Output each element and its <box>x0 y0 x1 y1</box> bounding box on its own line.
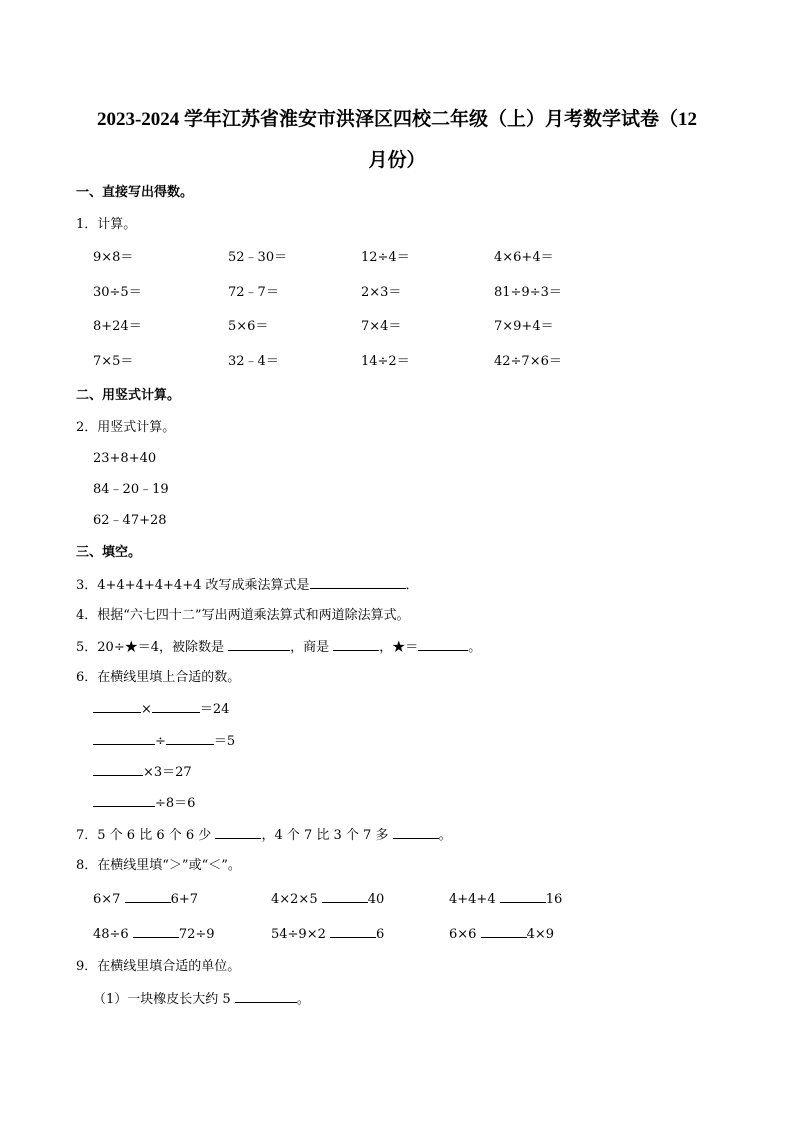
answer-blank[interactable] <box>228 638 290 651</box>
equation-end: ＝5 <box>213 734 236 749</box>
calc-item: 5×6＝ <box>228 319 269 334</box>
answer-blank[interactable] <box>125 890 171 903</box>
compare-left: 6×6 <box>449 927 477 942</box>
answer-blank[interactable] <box>133 925 179 938</box>
fill-equation <box>93 732 235 751</box>
calc-item: 12÷4＝ <box>361 250 410 265</box>
question-5 <box>76 638 481 657</box>
compare-item <box>449 925 554 944</box>
compare-item <box>93 925 215 944</box>
question-9-part-1 <box>93 990 310 1009</box>
compare-left: 6×7 <box>93 892 121 907</box>
calc-item: 42÷7×6＝ <box>494 354 562 369</box>
question-7-text: 7．5 个 6 比 6 个 6 少 <box>76 828 212 843</box>
vertical-calc-item: 23+8+40 <box>93 451 157 466</box>
answer-blank[interactable] <box>310 576 406 589</box>
compare-left: 4×2×5 <box>271 892 318 907</box>
equation-end: ÷8＝6 <box>155 796 196 811</box>
question-5-text: 5．20÷★＝4，被除数是 <box>76 640 224 655</box>
question-9: 9．在横线里填合适的单位。 <box>76 959 241 974</box>
compare-item <box>449 890 562 909</box>
calc-item: 4×6+4＝ <box>494 250 554 265</box>
compare-right: 6 <box>376 927 385 942</box>
compare-item <box>93 890 198 909</box>
question-9-part-1-end: 。 <box>296 992 310 1007</box>
question-3-text: 3．4+4+4+4+4+4 改写成乘法算式是 <box>76 578 310 593</box>
equation-end: ＝24 <box>199 702 230 717</box>
answer-blank[interactable] <box>93 763 143 776</box>
exam-title-line1: 2023-2024 学年江苏省淮安市洪泽区四校二年级（上）月考数学试卷（12 <box>96 109 698 130</box>
answer-blank[interactable] <box>418 638 468 651</box>
answer-blank[interactable] <box>481 925 527 938</box>
answer-blank[interactable] <box>166 732 214 745</box>
compare-left: 48÷6 <box>93 927 129 942</box>
fill-equation <box>93 794 195 813</box>
compare-right: 72÷9 <box>178 927 215 942</box>
answer-blank[interactable] <box>500 890 546 903</box>
calc-item: 32﹣4＝ <box>228 354 279 369</box>
compare-item <box>271 890 384 909</box>
answer-blank[interactable] <box>235 990 297 1003</box>
calc-item: 72﹣7＝ <box>228 285 279 300</box>
compare-item <box>271 925 384 944</box>
calc-item: 30÷5＝ <box>93 285 142 300</box>
question-7-end: 。 <box>438 828 452 843</box>
exam-title-line2: 月份） <box>368 150 426 171</box>
calc-item: 9×8＝ <box>93 250 134 265</box>
compare-left: 54÷9×2 <box>271 927 326 942</box>
calc-item: 8+24＝ <box>93 319 142 334</box>
question-2: 2．用竖式计算。 <box>76 420 176 435</box>
compare-right: 4×9 <box>526 927 555 942</box>
question-5-text: ，★＝ <box>379 640 419 655</box>
question-5-text: ，商是 <box>290 640 330 655</box>
section-2-heading: 二、用竖式计算。 <box>76 388 181 403</box>
vertical-calc-item: 84﹣20﹣19 <box>93 482 169 497</box>
question-4: 4．根据“六七四十二”写出两道乘法算式和两道除法算式。 <box>76 608 410 623</box>
vertical-calc-item: 62﹣47+28 <box>93 513 167 528</box>
answer-blank[interactable] <box>93 794 155 807</box>
section-1-heading: 一、直接写出得数。 <box>76 185 194 200</box>
question-3-end: ． <box>405 578 419 593</box>
section-3-heading: 三、填空。 <box>76 545 142 560</box>
answer-blank[interactable] <box>393 826 439 839</box>
answer-blank[interactable] <box>333 638 379 651</box>
question-5-end: 。 <box>468 640 482 655</box>
question-7-text: ，4 个 7 比 3 个 7 多 <box>261 828 389 843</box>
question-8: 8．在横线里填“＞”或“＜”。 <box>76 858 241 873</box>
answer-blank[interactable] <box>215 826 261 839</box>
answer-blank[interactable] <box>330 925 376 938</box>
answer-blank[interactable] <box>322 890 368 903</box>
question-3 <box>76 576 419 595</box>
question-1: 1．计算。 <box>76 217 137 232</box>
fill-equation <box>93 700 229 719</box>
answer-blank[interactable] <box>93 732 155 745</box>
compare-left: 4+4+4 <box>449 892 496 907</box>
calc-item: 7×4＝ <box>361 319 402 334</box>
operator: × <box>141 702 152 717</box>
compare-right: 6+7 <box>170 892 199 907</box>
calc-item: 52﹣30＝ <box>228 250 288 265</box>
question-7 <box>76 826 452 845</box>
compare-right: 16 <box>545 892 563 907</box>
calc-item: 7×9+4＝ <box>494 319 554 334</box>
compare-right: 40 <box>367 892 385 907</box>
calc-item: 81÷9÷3＝ <box>494 285 562 300</box>
answer-blank[interactable] <box>152 700 200 713</box>
question-6: 6．在横线里填上合适的数。 <box>76 670 241 685</box>
answer-blank[interactable] <box>93 700 141 713</box>
operator: ÷ <box>155 734 166 749</box>
calc-item: 14÷2＝ <box>361 354 410 369</box>
question-9-part-1-text: （1）一块橡皮长大约 5 <box>93 992 231 1007</box>
calc-item: 7×5＝ <box>93 354 134 369</box>
equation-end: ×3＝27 <box>143 765 192 780</box>
calc-item: 2×3＝ <box>361 285 402 300</box>
fill-equation <box>93 763 192 782</box>
